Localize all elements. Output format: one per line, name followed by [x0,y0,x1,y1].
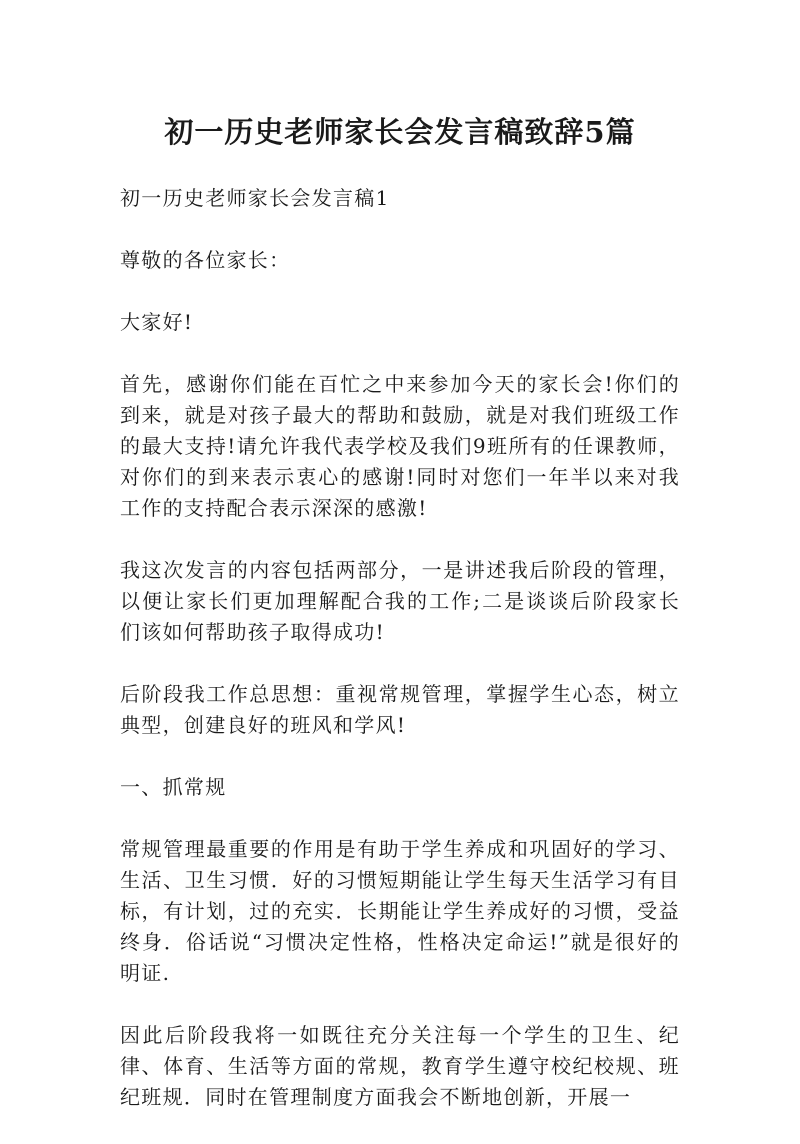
paragraph: 因此后阶段我将一如既往充分关注每一个学生的卫生、纪律、体育、生活等方面的常规，教育学生遵守校纪校规、班纪班规．同时在管理制度方面我会不断地创新，开展一 [120,1023,680,1109]
greeting: 大家好! [120,310,194,334]
paragraph: 我这次发言的内容包括两部分，一是讲述我后阶段的管理，以便让家长们更加理解配合我的工作;二是谈谈后阶段家长们该如何帮助孩子取得成功! [120,558,680,644]
paragraph: 后阶段我工作总思想：重视常规管理，掌握学生心态，树立典型，创建良好的班风和学风! [120,682,680,737]
subheading: 一、抓常规 [120,775,227,799]
paragraph: 常规管理最重要的作用是有助于学生养成和巩固好的学习、生活、卫生习惯．好的习惯短期能让学生每天生活学习有目标，有计划，过的充实．长期能让学生养成好的习惯，受益终身．俗话说“习惯决定性格，性格决定命运!”就是很好的明证. [120,837,680,985]
section-heading: 初一历史老师家长会发言稿1 [120,186,390,210]
paragraph: 首先，感谢你们能在百忙之中来参加今天的家长会!你们的到来，就是对孩子最大的帮助和鼓励，就是对我们班级工作的最大支持!请允许我代表学校及我们9班所有的任课教师，对你们的到来表示衷心的感谢!同时对您们一年半以来对我工作的支持配合表示深深的感激! [120,372,680,520]
document-title: 初一历史老师家长会发言稿致辞5篇 [164,115,636,149]
salutation: 尊敬的各位家长： [120,248,291,272]
document-body [120,183,680,1144]
